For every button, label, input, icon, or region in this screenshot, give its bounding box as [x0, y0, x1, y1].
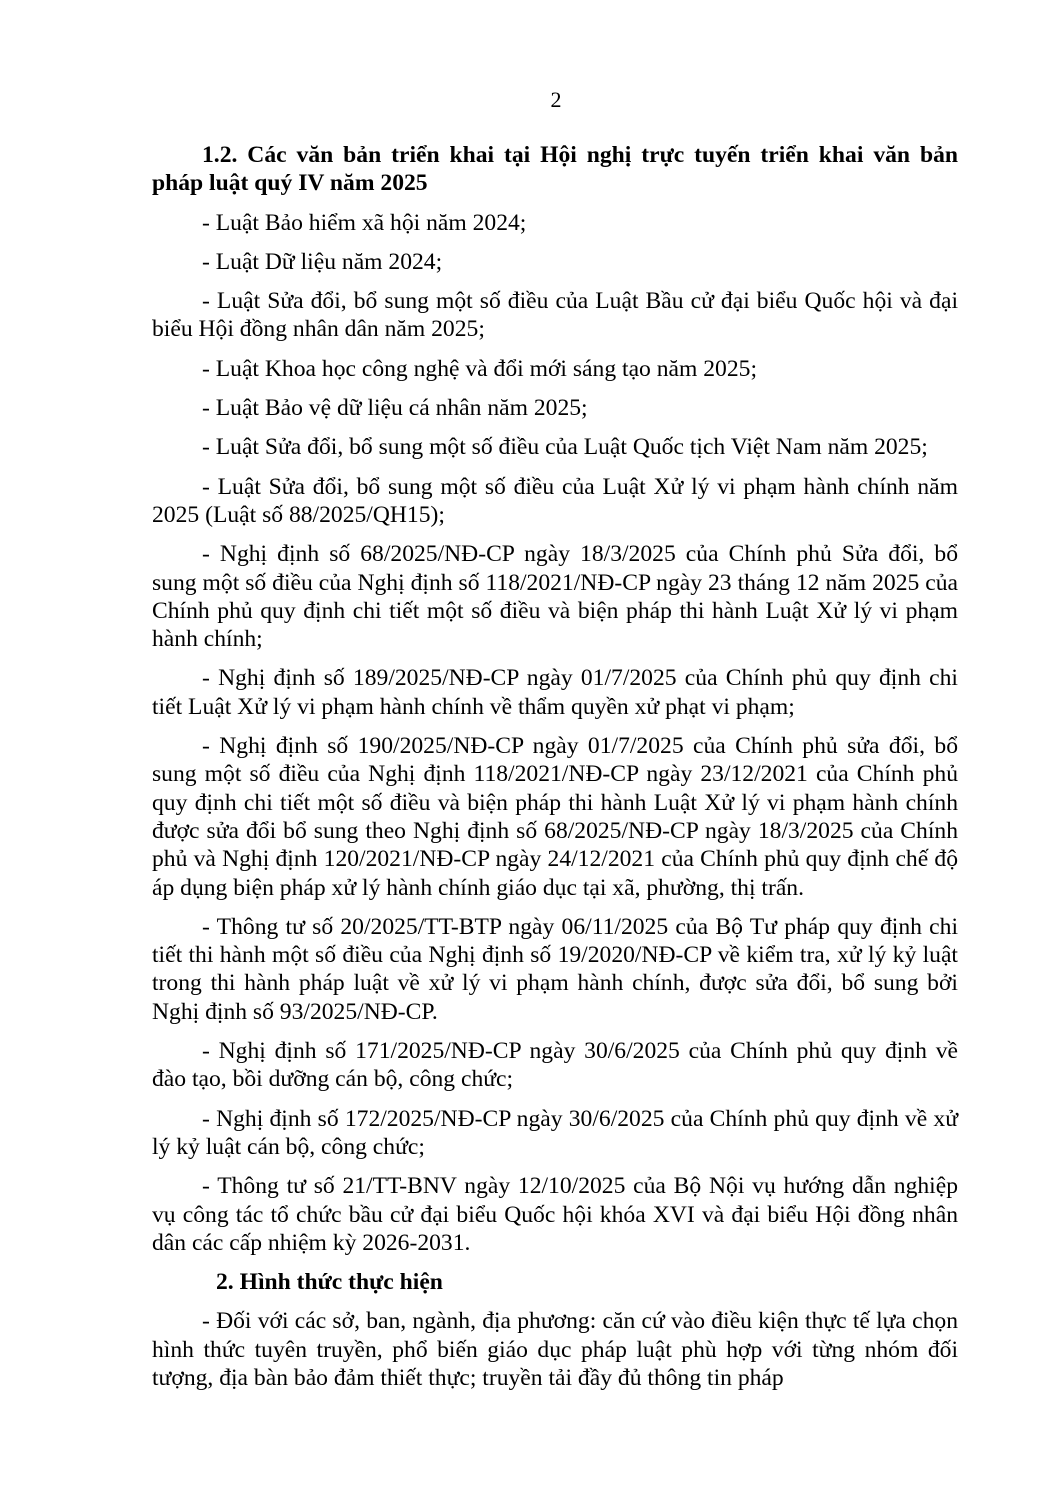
- list-item: - Nghị định số 172/2025/NĐ-CP ngày 30/6/2025 của Chính phủ quy định về xử lý kỷ luật cán bộ, công chức;: [152, 1105, 958, 1160]
- list-item: - Luật Bảo hiểm xã hội năm 2024;: [202, 209, 527, 236]
- section-2-heading: 2. Hình thức thực hiện: [216, 1269, 443, 1296]
- list-item: - Nghị định số 68/2025/NĐ-CP ngày 18/3/2025 của Chính phủ Sửa đổi, bổ sung một số điều của Nghị định số 118/2021/NĐ-CP ngày 23 tháng 12 năm 2025 của Chính phủ quy định chi tiết một số điều và biện pháp thi hành Luật Xử lý vi phạm hành chính;: [152, 541, 958, 653]
- list-item: - Thông tư số 21/TT-BNV ngày 12/10/2025 của Bộ Nội vụ hướng dẫn nghiệp vụ công tác tổ chức bầu cử đại biểu Quốc hội khóa XVI và đại biểu Hội đồng nhân dân các cấp nhiệm kỳ 2026-2031.: [152, 1173, 958, 1256]
- list-item: - Luật Dữ liệu năm 2024;: [202, 248, 443, 275]
- list-item: - Luật Sửa đổi, bổ sung một số điều của Luật Quốc tịch Việt Nam năm 2025;: [202, 434, 928, 461]
- list-item: - Luật Khoa học công nghệ và đổi mới sáng tạo năm 2025;: [202, 355, 758, 382]
- section-1-2-heading: 1.2. Các văn bản triển khai tại Hội nghị trực tuyến triển khai văn bản pháp luật quý IV năm 2025: [152, 142, 958, 197]
- page-number: 2: [550, 87, 562, 112]
- list-item: - Luật Sửa đổi, bổ sung một số điều của Luật Bầu cử đại biểu Quốc hội và đại biểu Hội đồng nhân dân năm 2025;: [152, 288, 958, 343]
- list-item: - Luật Sửa đổi, bổ sung một số điều của Luật Xử lý vi phạm hành chính năm 2025 (Luật số 88/2025/QH15);: [152, 473, 958, 528]
- list-item: - Nghị định số 189/2025/NĐ-CP ngày 01/7/2025 của Chính phủ quy định chi tiết Luật Xử lý vi phạm hành chính về thẩm quyền xử phạt vi phạm;: [152, 665, 958, 720]
- section-2-paragraph: - Đối với các sở, ban, ngành, địa phương: căn cứ vào điều kiện thực tế lựa chọn hình thức tuyên truyền, phổ biến giáo dục pháp luật phù hợp với từng nhóm đối tượng, địa bàn bảo đảm thiết thực; truyền tải đầy đủ thông tin pháp: [152, 1308, 958, 1391]
- list-item: - Thông tư số 20/2025/TT-BTP ngày 06/11/2025 của Bộ Tư pháp quy định chi tiết thi hành một số điều của Nghị định số 19/2020/NĐ-CP về kiểm tra, xử lý kỷ luật trong thi hành pháp luật về xử lý vi phạm hành chính, được sửa đổi, bổ sung bởi Nghị định số 93/2025/NĐ-CP.: [152, 913, 958, 1025]
- list-item: - Nghị định số 190/2025/NĐ-CP ngày 01/7/2025 của Chính phủ sửa đổi, bổ sung một số điều của Nghị định 118/2021/NĐ-CP ngày 23/12/2021 của Chính phủ quy định chi tiết một số điều và biện pháp thi hành Luật Xử lý vi phạm hành chính được sửa đổi bổ sung theo Nghị định số 68/2025/NĐ-CP ngày 18/3/2025 của Chính phủ và Nghị định 120/2021/NĐ-CP ngày 24/12/2021 của Chính phủ quy định chế độ áp dụng biện pháp xử lý hành chính giáo dục tại xã, phường, thị trấn.: [152, 733, 958, 901]
- list-item: - Nghị định số 171/2025/NĐ-CP ngày 30/6/2025 của Chính phủ quy định về đào tạo, bồi dưỡng cán bộ, công chức;: [152, 1038, 958, 1093]
- list-item: - Luật Bảo vệ dữ liệu cá nhân năm 2025;: [202, 395, 588, 422]
- document-body: [152, 141, 958, 1403]
